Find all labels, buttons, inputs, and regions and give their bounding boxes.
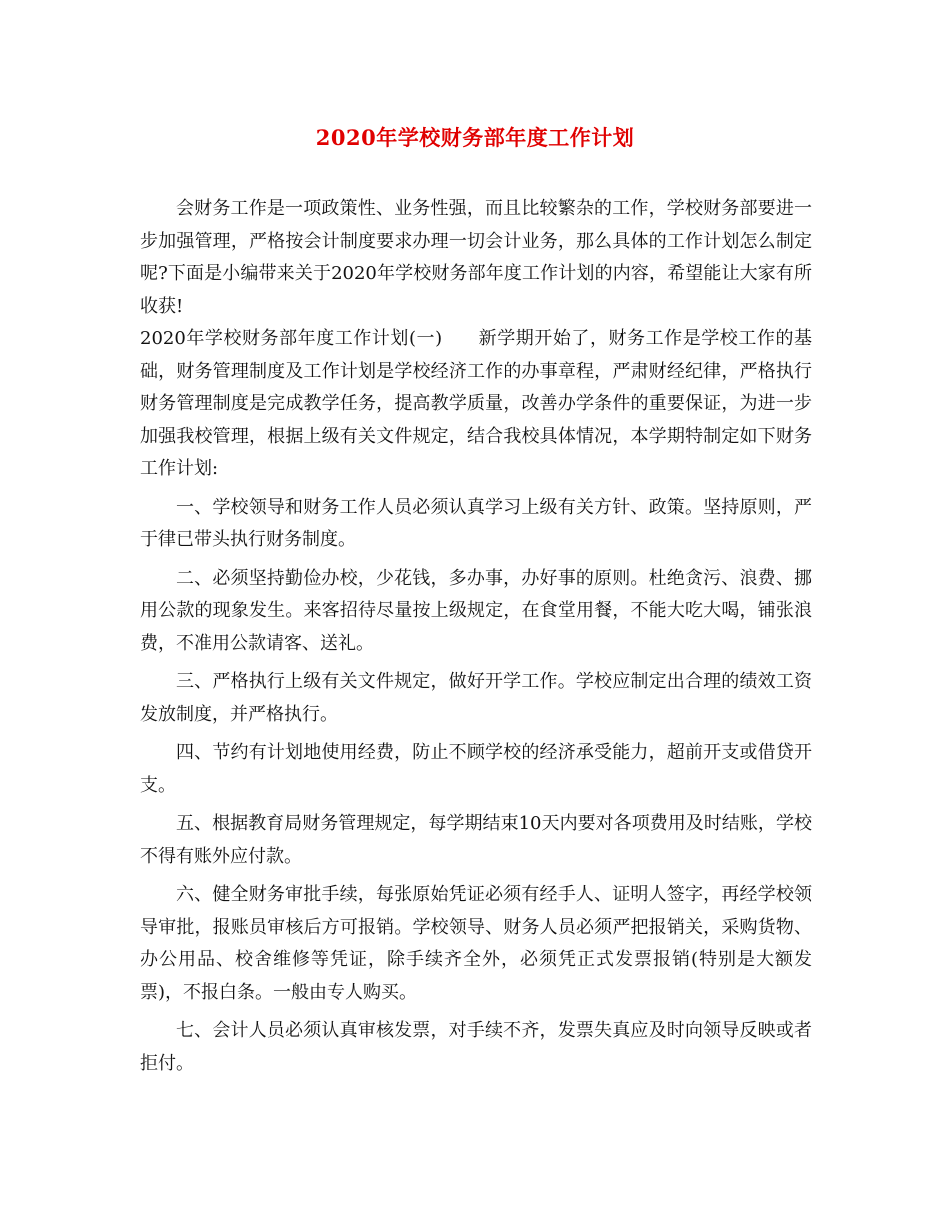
document-body — [140, 193, 812, 1080]
list-item: 三、严格执行上级有关文件规定，做好开学工作。学校应制定出合理的绩效工资发放制度，并严格执行。 — [140, 671, 812, 725]
section-intro: 新学期开始了，财务工作是学校工作的基础，财务管理制度及工作计划是学校经济工作的办事章程，严肃财经纪律，严格执行财务管理制度是完成教学任务，提高教学质量，改善办学条件的重要保证，为进一步加强我校管理，根据上级有关文件规定，结合我校具体情况，本学期特制定如下财务工作计划: — [140, 328, 813, 479]
section-gap — [442, 328, 478, 349]
intro-paragraph: 会财务工作是一项政策性、业务性强，而且比较繁杂的工作，学校财务部要进一步加强管理，严格按会计制度要求办理一切会计业务，那么具体的工作计划怎么制定呢?下面是小编带来关于2020年学校财务部年度工作计划的内容，希望能让大家有所收获! — [140, 198, 812, 317]
list-item: 五、根据教育局财务管理规定，每学期结束10天内要对各项费用及时结账，学校不得有账外应付款。 — [140, 813, 812, 867]
list-item: 七、会计人员必须认真审核发票，对手续不齐，发票失真应及时向领导反映或者拒付。 — [140, 1020, 812, 1074]
list-item: 二、必须坚持勤俭办校，少花钱，多办事，办好事的原则。杜绝贪污、浪费、挪用公款的现象发生。来客招待尽量按上级规定，在食堂用餐，不能大吃大喝，铺张浪费，不准用公款请客、送礼。 — [140, 567, 812, 654]
section-heading: 2020年学校财务部年度工作计划(一) — [140, 328, 443, 349]
list-item: 一、学校领导和财务工作人员必须认真学习上级有关方针、政策。坚持原则，严于律已带头执行财务制度。 — [140, 496, 812, 550]
section-paragraph — [140, 323, 812, 486]
document-title: 2020年学校财务部年度工作计划 — [315, 125, 635, 150]
list-item: 六、健全财务审批手续，每张原始凭证必须有经手人、证明人签字，再经学校领导审批，报账员审核后方可报销。学校领导、财务人员必须严把报销关，采购货物、办公用品、校舍维修等凭证，除手续齐全外，必须凭正式发票报销(特别是大额发票)，不报白条。一般由专人购买。 — [140, 884, 812, 1003]
list-item: 四、节约有计划地使用经费，防止不顾学校的经济承受能力，超前开支或借贷开支。 — [140, 742, 812, 796]
